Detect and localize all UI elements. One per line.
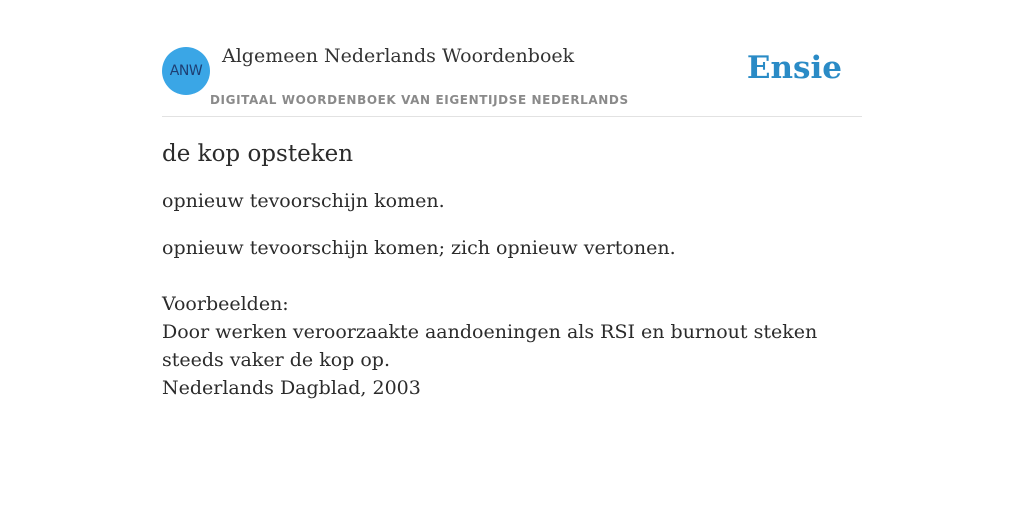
logo-text: ANW bbox=[169, 63, 203, 79]
short-definition: opnieuw tevoorschijn komen. bbox=[162, 190, 445, 212]
example-source: Nederlands Dagblad, 2003 bbox=[162, 377, 421, 399]
example-sentence: Door werken veroorzaakte aandoeningen als RSI en burnout steken steeds vaker de kop op. bbox=[162, 321, 818, 371]
examples-label: Voorbeelden: bbox=[162, 293, 289, 315]
site-title[interactable]: Algemeen Nederlands Woordenboek bbox=[222, 45, 575, 67]
long-definition: opnieuw tevoorschijn komen; zich opnieuw vertonen. bbox=[162, 237, 676, 259]
headword: de kop opsteken bbox=[162, 141, 354, 167]
examples-section bbox=[162, 290, 862, 402]
site-subtitle: DIGITAAL WOORDENBOEK VAN EIGENTIJDSE NEDERLANDS bbox=[210, 93, 629, 107]
ensie-brand-link[interactable]: Ensie bbox=[746, 50, 842, 86]
entry-content bbox=[162, 138, 862, 402]
anw-logo[interactable] bbox=[162, 47, 210, 95]
header bbox=[162, 40, 862, 117]
